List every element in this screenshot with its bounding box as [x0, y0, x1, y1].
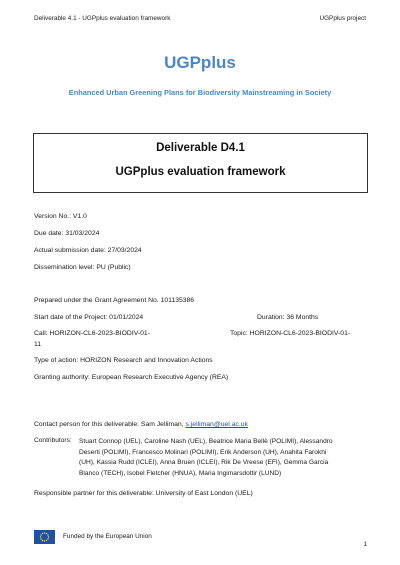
project-logo-text: UGPplus [164, 53, 236, 72]
responsible-partner-line: Responsible partner for this deliverable: University of East London (UEL) [34, 490, 253, 497]
page-number: 1 [363, 541, 367, 548]
start-date-line: Start date of the Project: 01/01/2024 [34, 314, 144, 321]
submission-date-line: Actual submission date: 27/03/2024 [34, 247, 142, 254]
contributors-label: Contributors: [34, 437, 72, 444]
deliverable-title-box [33, 133, 368, 193]
eu-flag-icon [34, 530, 55, 544]
deliverable-number: Deliverable D4.1 [156, 142, 245, 154]
deliverable-title: UGPplus evaluation framework [115, 166, 286, 178]
due-date-line: Due date: 31/03/2024 [34, 230, 100, 237]
contributors-line: Stuart Connop (UEL), Caroline Nash (UEL), Beatrice Maria Bellè (POLIMI), Alessandro [79, 438, 333, 445]
duration-line: Duration: 36 Months [257, 314, 319, 321]
eu-flag-stars [34, 530, 55, 544]
version-line: Version No.: V1.0 [34, 213, 87, 220]
contributors-line: (UH), Kassia Rudd (ICLEI), Anna Bruen (ICLEI), Rik De Vreese (EFI), Gemma Garcia [79, 459, 329, 467]
contributors-line: Deserti (POLIMI), Francesco Molinari (POLIMI), Erik Anderson (UH), Anahita Farokhi [79, 448, 327, 456]
contact-person-line [34, 421, 248, 428]
contributors-line: Blanco (TECH), Isobel Fletcher (HNUA), Maria Ingimarsdottir (LUND) [79, 469, 282, 477]
contact-label: Contact person for this deliverable: Sam Jelliman, [34, 421, 186, 428]
header-doc-title: Deliverable 4.1 - UGPplus evaluation framework [34, 15, 171, 22]
action-type-line: Type of action: HORIZON Research and Innovation Actions [34, 357, 213, 364]
dissemination-line: Dissemination level: PU (Public) [34, 264, 131, 271]
granting-authority-line: Granting authority: European Research Executive Agency (REA) [34, 374, 229, 381]
topic-line: Topic: HORIZON-CL6-2023-BIODIV-01- [230, 330, 351, 337]
contact-email-link[interactable]: s.jelliman@uel.ac.uk [185, 421, 248, 428]
funding-statement: Funded by the European Union [63, 533, 152, 540]
grant-agreement-line: Prepared under the Grant Agreement No. 101135386 [34, 297, 195, 304]
project-subtitle: Enhanced Urban Greening Plans for Biodiversity Mainstreaming in Society [68, 88, 332, 97]
call-line: Call: HORIZON-CL6-2023-BIODIV-01- [34, 330, 150, 337]
contributors-list [79, 437, 369, 479]
header-project-name: UGPplus project [319, 15, 366, 22]
call-line-continued: 11 [34, 341, 42, 348]
